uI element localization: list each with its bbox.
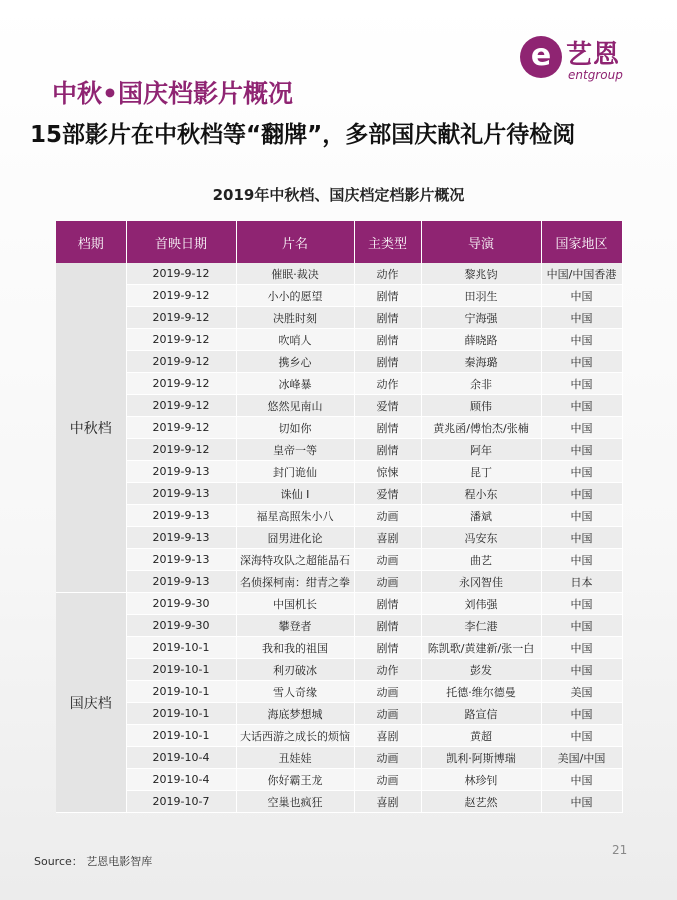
genre-cell: 爱情	[354, 395, 421, 417]
film-title-cell: 悠然见南山	[236, 395, 354, 417]
country-cell: 日本	[541, 571, 622, 593]
film-title-cell: 我和我的祖国	[236, 637, 354, 659]
film-title-cell: 诛仙 I	[236, 483, 354, 505]
director-cell: 余非	[421, 373, 541, 395]
director-cell: 林珍钊	[421, 769, 541, 791]
director-cell: 顾伟	[421, 395, 541, 417]
table-row	[56, 549, 622, 571]
genre-cell: 喜剧	[354, 527, 421, 549]
genre-cell: 动画	[354, 571, 421, 593]
table-row	[56, 373, 622, 395]
director-cell: 赵艺然	[421, 791, 541, 813]
release-date-cell: 2019-9-13	[126, 461, 236, 483]
release-date-cell: 2019-10-1	[126, 703, 236, 725]
country-cell: 中国/中国香港	[541, 263, 622, 285]
genre-cell: 动作	[354, 263, 421, 285]
table-body	[56, 263, 622, 813]
table-row	[56, 615, 622, 637]
table-row	[56, 747, 622, 769]
director-cell: 李仁港	[421, 615, 541, 637]
film-title-cell: 大话西游之成长的烦恼	[236, 725, 354, 747]
director-cell: 昆丁	[421, 461, 541, 483]
release-date-cell: 2019-9-13	[126, 505, 236, 527]
director-cell: 黄超	[421, 725, 541, 747]
genre-cell: 剧情	[354, 351, 421, 373]
page-title: 中秋•国庆档影片概况	[52, 79, 293, 108]
film-title-cell: 催眠·裁决	[236, 263, 354, 285]
film-title-cell: 冰峰暴	[236, 373, 354, 395]
film-title-cell: 空巢也疯狂	[236, 791, 354, 813]
table-row	[56, 637, 622, 659]
release-date-cell: 2019-9-12	[126, 285, 236, 307]
country-cell: 中国	[541, 329, 622, 351]
table-row	[56, 461, 622, 483]
release-date-cell: 2019-10-1	[126, 659, 236, 681]
genre-cell: 喜剧	[354, 725, 421, 747]
period-cell: 国庆档	[56, 593, 126, 813]
country-cell: 中国	[541, 593, 622, 615]
director-cell: 刘伟强	[421, 593, 541, 615]
director-cell: 凯利·阿斯博瑞	[421, 747, 541, 769]
release-date-cell: 2019-9-12	[126, 373, 236, 395]
page-number: 21	[612, 843, 628, 857]
country-cell: 中国	[541, 395, 622, 417]
release-date-cell: 2019-10-1	[126, 681, 236, 703]
table-row	[56, 681, 622, 703]
country-cell: 中国	[541, 373, 622, 395]
director-cell: 陈凯歌/黄建新/张一白	[421, 637, 541, 659]
director-cell: 曲艺	[421, 549, 541, 571]
genre-cell: 剧情	[354, 593, 421, 615]
film-title-cell: 决胜时刻	[236, 307, 354, 329]
country-cell: 美国/中国	[541, 747, 622, 769]
film-title-cell: 切如你	[236, 417, 354, 439]
table-row	[56, 505, 622, 527]
table-row	[56, 659, 622, 681]
table-row	[56, 791, 622, 813]
release-date-cell: 2019-9-12	[126, 329, 236, 351]
genre-cell: 爱情	[354, 483, 421, 505]
table-row	[56, 439, 622, 461]
country-cell: 美国	[541, 681, 622, 703]
release-date-cell: 2019-9-13	[126, 483, 236, 505]
country-cell: 中国	[541, 769, 622, 791]
genre-cell: 剧情	[354, 417, 421, 439]
release-date-cell: 2019-9-12	[126, 439, 236, 461]
film-title-cell: 深海特攻队之超能晶石	[236, 549, 354, 571]
film-title-cell: 丑娃娃	[236, 747, 354, 769]
director-cell: 黄兆函/傅怡杰/张楠	[421, 417, 541, 439]
genre-cell: 动画	[354, 747, 421, 769]
page-subtitle: 15部影片在中秋档等“翻牌”，多部国庆献礼片待检阅	[30, 122, 576, 148]
release-date-cell: 2019-10-4	[126, 747, 236, 769]
genre-cell: 剧情	[354, 439, 421, 461]
genre-cell: 动画	[354, 769, 421, 791]
director-cell: 冯安东	[421, 527, 541, 549]
table-row	[56, 395, 622, 417]
country-cell: 中国	[541, 505, 622, 527]
release-date-cell: 2019-9-13	[126, 571, 236, 593]
table-row	[56, 417, 622, 439]
release-date-cell: 2019-9-30	[126, 615, 236, 637]
film-title-cell: 吹哨人	[236, 329, 354, 351]
release-date-cell: 2019-10-1	[126, 725, 236, 747]
director-cell: 托德·维尔德曼	[421, 681, 541, 703]
table-row	[56, 263, 622, 285]
column-header: 档期	[56, 221, 126, 263]
release-date-cell: 2019-9-12	[126, 395, 236, 417]
entgroup-logo	[516, 34, 656, 84]
country-cell: 中国	[541, 549, 622, 571]
director-cell: 潘斌	[421, 505, 541, 527]
release-date-cell: 2019-10-7	[126, 791, 236, 813]
director-cell: 黎兆钧	[421, 263, 541, 285]
film-title-cell: 攀登者	[236, 615, 354, 637]
director-cell: 阿年	[421, 439, 541, 461]
release-date-cell: 2019-9-12	[126, 263, 236, 285]
genre-cell: 剧情	[354, 615, 421, 637]
country-cell: 中国	[541, 483, 622, 505]
period-cell: 中秋档	[56, 263, 126, 593]
source-note: Source： 艺恩电影智库	[34, 855, 153, 868]
genre-cell: 剧情	[354, 285, 421, 307]
country-cell: 中国	[541, 659, 622, 681]
genre-cell: 动画	[354, 549, 421, 571]
table-row	[56, 329, 622, 351]
country-cell: 中国	[541, 725, 622, 747]
table-row	[56, 307, 622, 329]
film-title-cell: 中国机长	[236, 593, 354, 615]
genre-cell: 剧情	[354, 637, 421, 659]
genre-cell: 动作	[354, 659, 421, 681]
table-row	[56, 571, 622, 593]
column-header: 导演	[421, 221, 541, 263]
table-row	[56, 285, 622, 307]
director-cell: 程小东	[421, 483, 541, 505]
director-cell: 彭发	[421, 659, 541, 681]
release-date-cell: 2019-9-12	[126, 307, 236, 329]
director-cell: 秦海璐	[421, 351, 541, 373]
table-header-row	[56, 221, 622, 263]
release-date-cell: 2019-9-13	[126, 527, 236, 549]
film-title-cell: 福星高照朱小八	[236, 505, 354, 527]
country-cell: 中国	[541, 791, 622, 813]
country-cell: 中国	[541, 637, 622, 659]
column-header: 片名	[236, 221, 354, 263]
director-cell: 永冈智佳	[421, 571, 541, 593]
table-row	[56, 527, 622, 549]
table-row	[56, 769, 622, 791]
country-cell: 中国	[541, 439, 622, 461]
genre-cell: 动作	[354, 373, 421, 395]
release-date-cell: 2019-9-30	[126, 593, 236, 615]
country-cell: 中国	[541, 285, 622, 307]
country-cell: 中国	[541, 417, 622, 439]
column-header: 首映日期	[126, 221, 236, 263]
film-title-cell: 海底梦想城	[236, 703, 354, 725]
logo-mark-icon: e	[520, 36, 562, 78]
film-title-cell: 雪人奇缘	[236, 681, 354, 703]
column-header: 国家地区	[541, 221, 622, 263]
director-cell: 宁海强	[421, 307, 541, 329]
country-cell: 中国	[541, 461, 622, 483]
genre-cell: 剧情	[354, 329, 421, 351]
film-title-cell: 利刃破冰	[236, 659, 354, 681]
table-row	[56, 593, 622, 615]
logo-chinese-text: 艺恩	[566, 40, 621, 70]
film-title-cell: 封门诡仙	[236, 461, 354, 483]
film-title-cell: 名侦探柯南：绀青之拳	[236, 571, 354, 593]
country-cell: 中国	[541, 351, 622, 373]
director-cell: 薛晓路	[421, 329, 541, 351]
film-title-cell: 小小的愿望	[236, 285, 354, 307]
release-date-cell: 2019-9-12	[126, 417, 236, 439]
release-date-cell: 2019-9-13	[126, 549, 236, 571]
film-title-cell: 携乡心	[236, 351, 354, 373]
genre-cell: 动画	[354, 681, 421, 703]
genre-cell: 喜剧	[354, 791, 421, 813]
film-title-cell: 皇帝一等	[236, 439, 354, 461]
genre-cell: 动画	[354, 505, 421, 527]
release-date-cell: 2019-10-4	[126, 769, 236, 791]
country-cell: 中国	[541, 615, 622, 637]
table-row	[56, 725, 622, 747]
country-cell: 中国	[541, 527, 622, 549]
film-title-cell: 你好霸王龙	[236, 769, 354, 791]
table-row	[56, 483, 622, 505]
genre-cell: 惊悚	[354, 461, 421, 483]
country-cell: 中国	[541, 703, 622, 725]
films-table	[56, 221, 623, 813]
logo-english-text: entgroup	[568, 68, 623, 82]
director-cell: 路宣信	[421, 703, 541, 725]
table-row	[56, 351, 622, 373]
release-date-cell: 2019-9-12	[126, 351, 236, 373]
release-date-cell: 2019-10-1	[126, 637, 236, 659]
director-cell: 田羽生	[421, 285, 541, 307]
film-title-cell: 囧男进化论	[236, 527, 354, 549]
genre-cell: 剧情	[354, 307, 421, 329]
table-row	[56, 703, 622, 725]
country-cell: 中国	[541, 307, 622, 329]
table-title: 2019年中秋档、国庆档定档影片概况	[212, 186, 465, 204]
genre-cell: 动画	[354, 703, 421, 725]
column-header: 主类型	[354, 221, 421, 263]
